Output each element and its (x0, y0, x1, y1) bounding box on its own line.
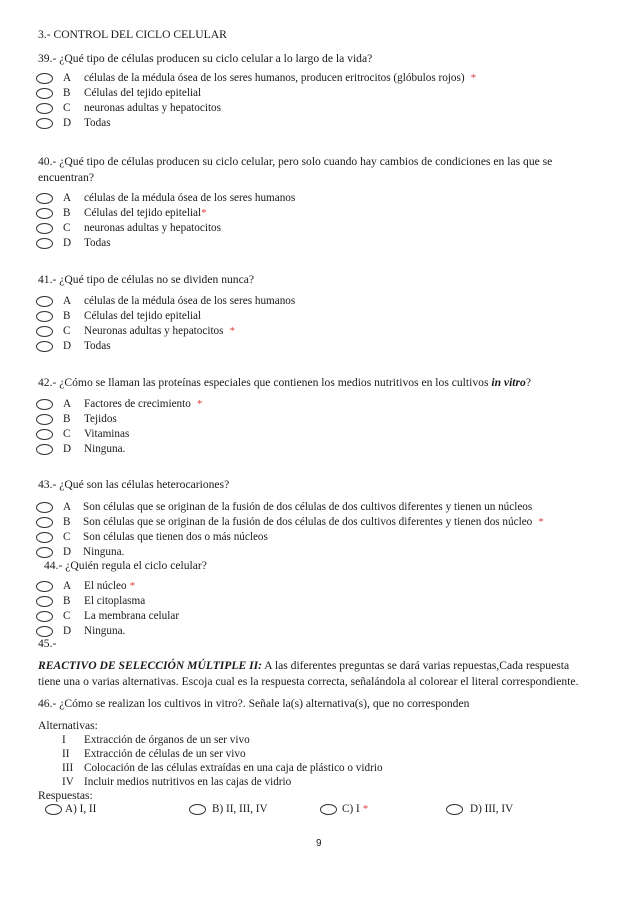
radio-button[interactable] (36, 223, 53, 234)
q41-option-b[interactable] (36, 310, 596, 325)
alternativa-3-text: Colocación de las células extraídas en una caja de plástico o vidrio (84, 762, 383, 774)
radio-button[interactable] (36, 193, 53, 204)
answer-mark: * (538, 516, 544, 528)
q42-option-a[interactable] (36, 398, 596, 413)
radio-button[interactable] (36, 517, 53, 528)
option-letter: C (63, 325, 71, 337)
section-title: 3.- CONTROL DEL CICLO CELULAR (38, 28, 227, 41)
question-40-line2: encuentran? (38, 171, 94, 184)
q41-option-c[interactable] (36, 325, 596, 340)
question-40-line1: 40.- ¿Qué tipo de células producen su ciclo celular, pero solo cuando hay cambios de condiciones en las que se (38, 155, 553, 168)
option-text: células de la médula ósea de los seres humanos (84, 295, 296, 307)
q44-option-d[interactable] (36, 625, 596, 640)
radio-button[interactable] (36, 399, 53, 410)
option-text: Todas (84, 340, 111, 352)
question-44: 44.- ¿Quién regula el ciclo celular? (44, 559, 207, 572)
question-41: 41.- ¿Qué tipo de células no se dividen nunca? (38, 273, 255, 286)
option-letter: D (63, 340, 72, 352)
question-42-emphasis: in vitro (491, 376, 526, 389)
alternativa-2-num: II (62, 748, 70, 760)
option-text: El núcleo (84, 580, 127, 592)
radio-button[interactable] (36, 103, 53, 114)
radio-button[interactable] (36, 532, 53, 543)
option-text: Ninguna. (84, 443, 126, 455)
reactivo-title: REACTIVO DE SELECCIÓN MÚLTIPLE II: (38, 659, 262, 672)
alternativa-4-num: IV (62, 776, 74, 788)
q42-option-d[interactable] (36, 443, 596, 458)
option-letter: D (63, 546, 72, 558)
option-letter: A (63, 295, 72, 307)
answer-mark: * (201, 207, 207, 219)
radio-button[interactable] (320, 804, 337, 815)
q44-option-a[interactable] (36, 580, 596, 595)
radio-button[interactable] (36, 296, 53, 307)
option-letter: B (63, 595, 71, 607)
option-letter: D (63, 443, 72, 455)
q39-option-c[interactable] (36, 102, 596, 117)
respuestas-label: Respuestas: (38, 789, 93, 802)
radio-button[interactable] (36, 429, 53, 440)
alternativa-1-text: Extracción de órganos de un ser vivo (84, 734, 250, 746)
radio-button[interactable] (36, 88, 53, 99)
option-text: células de la médula ósea de los seres humanos (84, 192, 296, 204)
radio-button[interactable] (36, 208, 53, 219)
option-letter: B (63, 310, 71, 322)
option-letter: A (63, 580, 72, 592)
q44-option-b[interactable] (36, 595, 596, 610)
answer-mark: * (229, 325, 235, 337)
reactivo-line2: tiene una o varias alternativas. Escoja cual es la respuesta correcta, señalándola al colorear el literal correspondiente. (38, 675, 579, 688)
option-letter: C (63, 222, 71, 234)
radio-button[interactable] (36, 626, 53, 637)
option-text: La membrana celular (84, 610, 180, 622)
radio-button[interactable] (36, 611, 53, 622)
radio-button[interactable] (189, 804, 206, 815)
option-text: Son células que se originan de la fusión de dos células de dos cultivos diferentes y tienen un núcleos (83, 501, 533, 513)
option-letter: C (63, 610, 71, 622)
alternativa-2-text: Extracción de células de un ser vivo (84, 748, 246, 760)
alternativa-1-num: I (62, 734, 66, 746)
q40-option-b[interactable] (36, 207, 596, 222)
option-text: Son células que tienen dos o más núcleos (83, 531, 268, 543)
option-text: Tejidos (84, 413, 117, 425)
q42-option-c[interactable] (36, 428, 596, 443)
question-42-end: ? (525, 376, 531, 389)
alternativas-label: Alternativas: (38, 719, 98, 732)
respuesta-text: C) I (342, 803, 360, 815)
q42-option-b[interactable] (36, 413, 596, 428)
question-42 (38, 376, 531, 389)
respuesta-c[interactable] (320, 803, 440, 818)
radio-button[interactable] (36, 238, 53, 249)
alternativa-3-num: III (62, 762, 74, 774)
option-text: Células del tejido epitelial (84, 87, 202, 99)
option-letter: C (63, 102, 71, 114)
question-42-text: 42.- ¿Cómo se llaman las proteínas especiales que contienen los medios nutritivos en los cultivos (38, 376, 492, 389)
reactivo-instructions: A las diferentes preguntas se dará varias repuestas,Cada respuesta (261, 659, 570, 672)
answer-mark: * (362, 803, 369, 815)
option-letter: B (63, 87, 71, 99)
option-letter: B (63, 207, 71, 219)
answer-mark: * (129, 580, 136, 592)
option-letter: A (63, 501, 72, 513)
q40-option-a[interactable] (36, 192, 596, 207)
option-text: neuronas adultas y hepatocitos (84, 102, 222, 114)
radio-button[interactable] (36, 596, 53, 607)
radio-button[interactable] (36, 311, 53, 322)
option-text: Ninguna. (83, 546, 125, 558)
reactivo-line1 (38, 659, 569, 672)
radio-button[interactable] (36, 581, 53, 592)
option-letter: D (63, 237, 72, 249)
option-letter: A (63, 398, 72, 410)
alternativa-4-text: Incluir medios nutritivos en las cajas de vidrio (84, 776, 292, 788)
radio-button[interactable] (36, 118, 53, 129)
q43-option-c[interactable] (36, 531, 596, 546)
answer-mark: * (196, 398, 203, 410)
question-46: 46.- ¿Cómo se realizan los cultivos in vitro?. Señale la(s) alternativa(s), que no corresponden (38, 697, 470, 710)
respuesta-b[interactable] (189, 803, 319, 818)
question-45-label: 45.- (38, 637, 57, 650)
option-letter: D (63, 625, 72, 637)
q40-option-c[interactable] (36, 222, 596, 237)
option-text: Todas (84, 117, 111, 129)
option-text: Ninguna. (84, 625, 126, 637)
option-text: Vitaminas (84, 428, 130, 440)
option-letter: C (63, 428, 71, 440)
q41-option-a[interactable] (36, 295, 596, 310)
option-text: Células del tejido epitelial (84, 207, 202, 219)
respuesta-text: A) I, II (65, 803, 97, 815)
radio-button[interactable] (36, 547, 53, 558)
option-letter: A (63, 192, 72, 204)
respuesta-text: D) III, IV (470, 803, 514, 815)
option-text: Son células que se originan de la fusión de dos células de dos cultivos diferentes y tienen dos núcleo (83, 516, 533, 528)
option-text: Células del tejido epitelial (84, 310, 202, 322)
radio-button[interactable] (446, 804, 463, 815)
question-39: 39.- ¿Qué tipo de células producen su ciclo celular a lo largo de la vida? (38, 52, 373, 65)
option-text: Factores de crecimiento (84, 398, 191, 410)
question-43: 43.- ¿Qué son las células heterocariones? (38, 478, 230, 491)
answer-mark: * (470, 72, 477, 84)
respuesta-text: B) II, III, IV (212, 803, 268, 815)
q39-option-b[interactable] (36, 87, 596, 102)
radio-button[interactable] (36, 326, 53, 337)
option-text: neuronas adultas y hepatocitos (84, 222, 222, 234)
radio-button[interactable] (36, 444, 53, 455)
q43-option-a[interactable] (36, 501, 596, 516)
q44-option-c[interactable] (36, 610, 596, 625)
option-letter: D (63, 117, 72, 129)
radio-button[interactable] (36, 414, 53, 425)
option-text: Todas (84, 237, 111, 249)
radio-button[interactable] (36, 341, 53, 352)
option-letter: B (63, 413, 71, 425)
option-letter: B (63, 516, 71, 528)
q39-option-d[interactable] (36, 117, 596, 132)
radio-button[interactable] (45, 804, 62, 815)
radio-button[interactable] (36, 502, 53, 513)
option-letter: C (63, 531, 71, 543)
option-text: El citoplasma (84, 595, 146, 607)
respuesta-d[interactable] (446, 803, 566, 818)
option-letter: A (63, 72, 72, 84)
radio-button[interactable] (36, 73, 53, 84)
option-text: Neuronas adultas y hepatocitos (84, 325, 224, 337)
option-text: células de la médula ósea de los seres humanos, producen eritrocitos (glóbulos rojos) (84, 72, 465, 84)
q41-option-d[interactable] (36, 340, 596, 355)
q43-option-b[interactable] (36, 516, 596, 531)
page-number: 9 (316, 838, 322, 849)
q40-option-d[interactable] (36, 237, 596, 252)
q39-option-a[interactable] (36, 72, 596, 87)
respuesta-a[interactable] (45, 803, 205, 818)
